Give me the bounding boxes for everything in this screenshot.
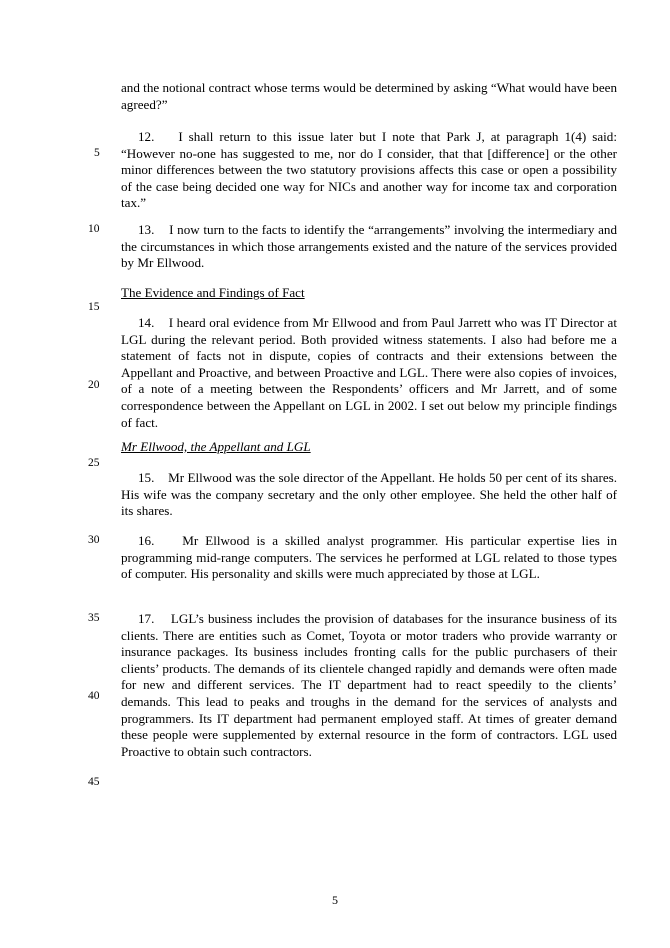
paragraph-15	[121, 470, 617, 520]
paragraph-text: I heard oral evidence from Mr Ellwood and from Paul Jarrett who was IT Director at LGL during the relevant period. Both provided witness statements. I also had before me a statement of facts not in dispute, copies of contracts and their extensions between the Appellant and Proactive, and between Proactive and LGL. There were also copies of invoices, of a note of a meeting between the Respondents’ officers and Mr Jarrett, and of some correspondence between the Appellant on LGL in 2002. I set out below my principle findings of fact.	[121, 315, 617, 430]
paragraph-16	[121, 533, 617, 583]
line-number-5: 5	[94, 147, 100, 159]
line-number-45: 45	[88, 776, 100, 788]
line-number-20: 20	[88, 379, 100, 391]
paragraph-12	[121, 129, 617, 212]
paragraph-13	[121, 222, 617, 272]
paragraph-17	[121, 611, 617, 760]
paragraph-text: LGL’s business includes the provision of databases for the insurance business of its clients. There are entities such as Comet, Toyota or motor traders who provide warranty or insurance packages. Its business includes fronting calls for the public purchasers of their clients’ products. The demands of its clientele changed rapidly and demands were often made for new and different services. The IT department had to react speedily to the clients’ demands. This lead to peaks and troughs in the demand for the services of analysts and programmers. Its IT department had permanent employed staff. At times of greater demand these people were supplemented by external resource in the form of contractors. LGL used Proactive to obtain such contractors.	[121, 611, 617, 759]
line-number-15: 15	[88, 301, 100, 313]
line-number-40: 40	[88, 690, 100, 702]
heading-ellwood: Mr Ellwood, the Appellant and LGL	[121, 439, 311, 454]
line-number-10: 10	[88, 223, 100, 235]
paragraph-number: 16.	[138, 533, 155, 548]
heading-evidence: The Evidence and Findings of Fact	[121, 285, 305, 300]
paragraph-number: 12.	[138, 129, 155, 144]
continuation-text: and the notional contract whose terms would be determined by asking “What would have been agreed?”	[121, 80, 617, 112]
paragraph-text: Mr Ellwood is a skilled analyst programmer. His particular expertise lies in programming mid-range computers. The services he performed at LGL related to those types of computer. His personality and skills were much appreciated by those at LGL.	[121, 533, 617, 582]
paragraph-text: Mr Ellwood was the sole director of the Appellant. He holds 50 per cent of its shares. His wife was the company secretary and the only other employee. She held the other half of its shares.	[121, 470, 618, 519]
paragraph-number: 13.	[138, 222, 155, 237]
paragraph-number: 15.	[138, 470, 155, 485]
paragraph-text: I now turn to the facts to identify the “arrangements” involving the intermediary and the circumstances in which those arrangements existed and the nature of the services provided by Mr Ellwood.	[121, 222, 617, 271]
paragraph-number: 14.	[138, 315, 155, 330]
page-number: 5	[332, 893, 338, 907]
paragraph-text: I shall return to this issue later but I note that Park J, at paragraph 1(4) said: “However no-one has suggested to me, nor do I consider, that that [difference] or the other minor differences between the two statutory provisions affects this case or open a possibility of the case being decided one way for NICs and another way for income tax and corporation tax.”	[121, 129, 617, 211]
paragraph-number: 17.	[138, 611, 155, 626]
line-number-35: 35	[88, 612, 100, 624]
line-number-30: 30	[88, 534, 100, 546]
line-number-25: 25	[88, 457, 100, 469]
paragraph-14	[121, 315, 617, 431]
